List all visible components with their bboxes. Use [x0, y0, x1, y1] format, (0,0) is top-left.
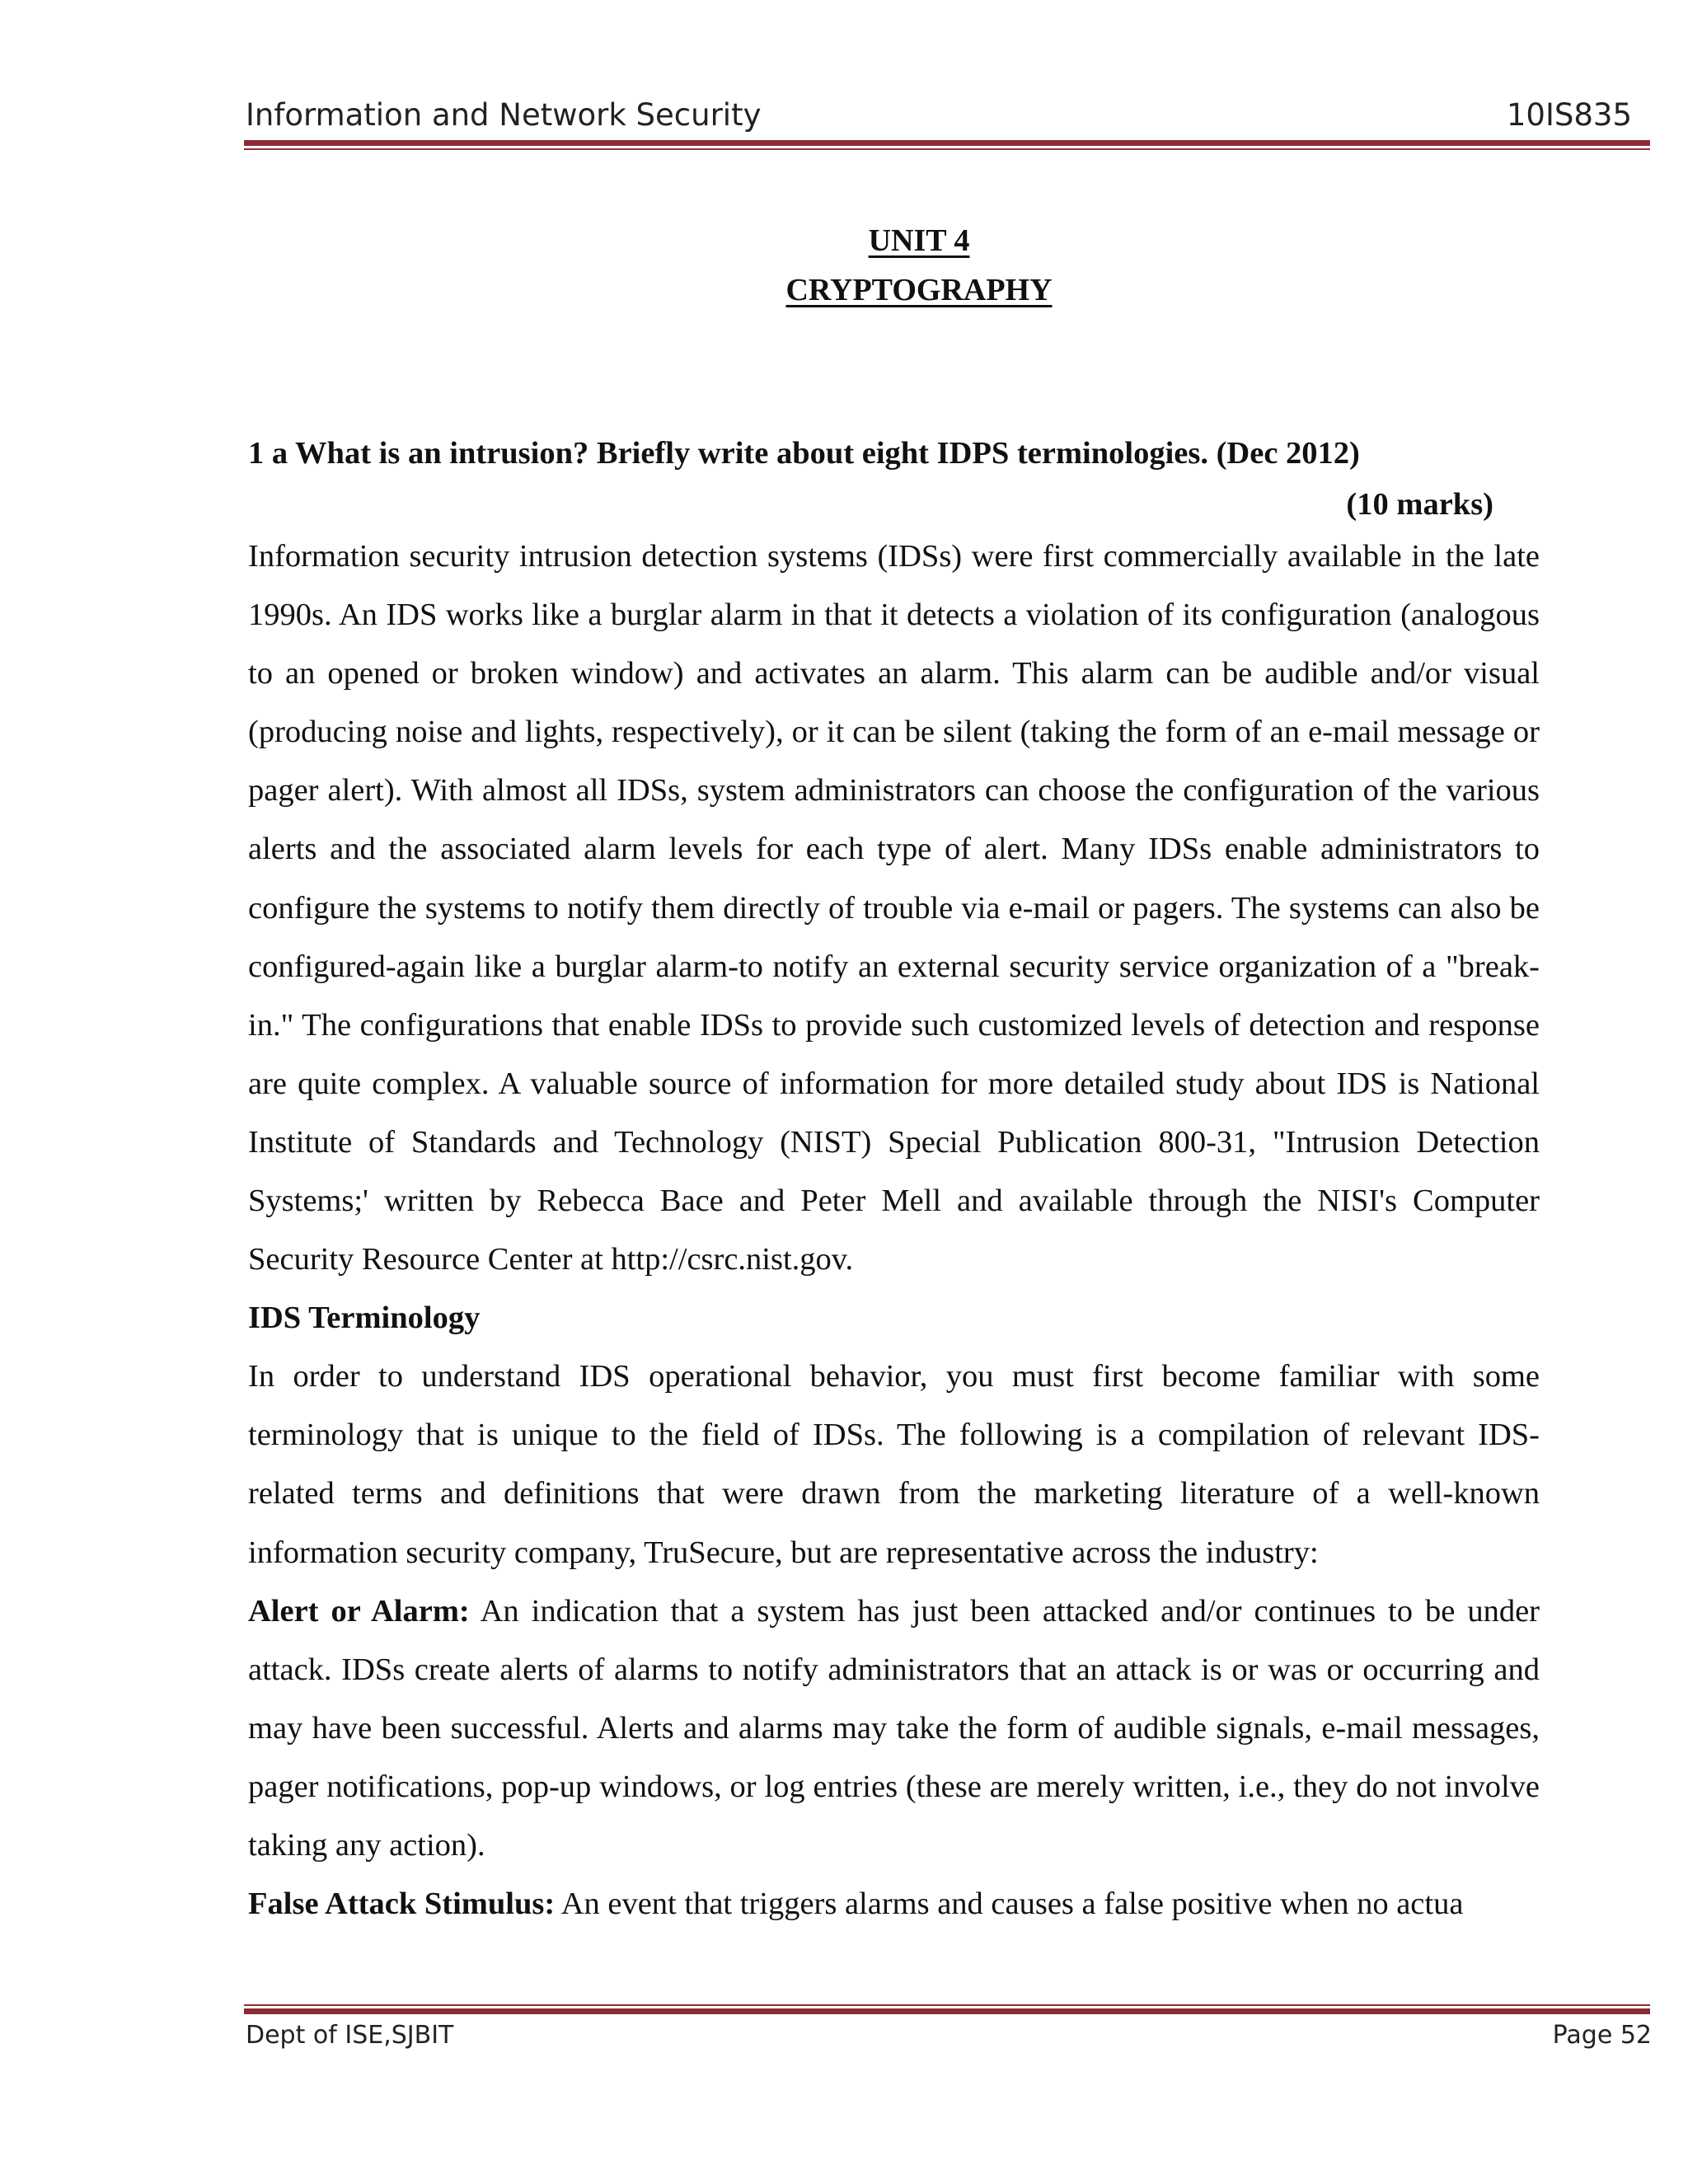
unit-title: UNIT 4: [868, 223, 970, 258]
term-label: Alert or Alarm:: [248, 1593, 470, 1629]
term-definition: An indication that a system has just been attacked and/or continues to be under attack. IDSs create alerts of alarms to notify administrators that an attack is or was or occurring and may have been successful. Alerts and alarms may take the form of audible signals, e-mail messages, pager notifications, pop-up windows, or log entries (these are merely written, i.e., they do not involve taking any action).: [248, 1593, 1540, 1863]
footer-dept: Dept of ISE,SJBIT: [246, 2021, 454, 2050]
section-heading: IDS Terminology: [248, 1301, 481, 1336]
footer-rule: [244, 2004, 1650, 2014]
footer-page-number: Page 52: [1552, 2021, 1652, 2050]
terminology-intro: In order to understand IDS operational behavior, you must first become familiar with some terminology that is unique to the field of IDSs. The following is a compilation of relevant IDS-related terms and definitions that were drawn from the marketing literature of a well-known information security company, TruSecure, but are representative across the industry:: [248, 1359, 1540, 1570]
intro-paragraph: Information security intrusion detection systems (IDSs) were first commercially available in the late 1990s. An IDS works like a burglar alarm in that it detects a violation of its configuration (analogous to an opened or broken window) and activates an alarm. This alarm can be audible and/or visual (producing noise and lights, respectively), or it can be silent (taking the form of an e-mail message or pager alert). With almost all IDSs, system administrators can choose the configuration of the various alerts and the associated alarm levels for each type of alert. Many IDSs enable administrators to configure the systems to notify them directly of trouble via e-mail or pagers. The systems can also be configured-again like a burglar alarm-to notify an external security service organization of a "break-in." The configurations that enable IDSs to provide such customized levels of detection and response are quite complex. A valuable source of information for more detailed study about IDS is National Institute of Standards and Technology (NIST) Special Publication 800-31, "Intrusion Detection Systems;' written by Rebecca Bace and Peter Mell and available through the NISI's Computer Security Resource Center at http://csrc.nist.gov.: [248, 539, 1540, 1277]
header-course-code: 10IS835: [1506, 97, 1632, 133]
question-marks: (10 marks): [1346, 487, 1493, 522]
page-content: [248, 429, 1540, 1933]
term-label: False Attack Stimulus:: [248, 1886, 556, 1922]
question-text: 1 a What is an intrusion? Briefly write about eight IDPS terminologies. (Dec 2012): [248, 436, 1360, 471]
header-rule: [244, 140, 1650, 150]
term-entry-alert: [248, 1582, 1540, 1875]
subject-title: CRYPTOGRAPHY: [785, 273, 1053, 307]
term-entry-false-attack: [248, 1875, 1540, 1933]
term-definition: An event that triggers alarms and causes a false positive when no actua: [560, 1886, 1464, 1922]
header-title: Information and Network Security: [246, 97, 762, 133]
page-footer: [246, 2021, 1652, 2050]
page-header: [246, 97, 1632, 133]
